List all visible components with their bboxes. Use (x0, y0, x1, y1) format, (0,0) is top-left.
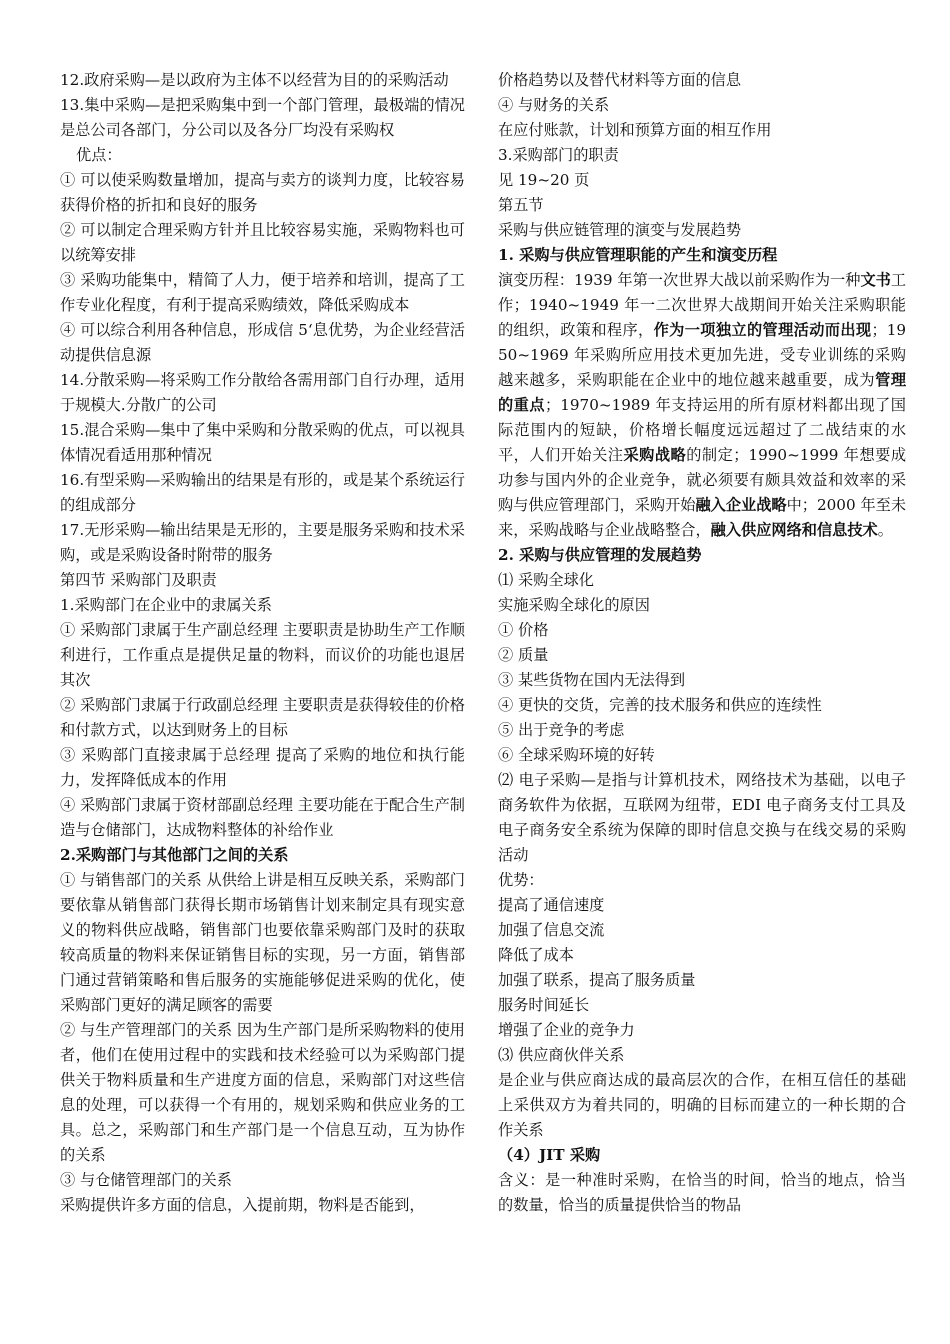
text-run: 工作；1940~1949 年一二次世界大战期间开始关注采购职能的组织，政策和程序， (498, 271, 907, 339)
right-paragraph: 是企业与供应商达成的最高层次的合作，在相互信任的基础上采供双方为着共同的，明确的目标而建立的一种长期的合作关系 (498, 1071, 906, 1139)
right-column (498, 68, 906, 1218)
bold-text: 采购战略 (623, 446, 687, 464)
right-paragraph: 实施采购全球化的原因 (498, 596, 650, 614)
right-paragraph: ⑶ 供应商伙伴关系 (498, 1046, 625, 1064)
left-paragraph: 16.有型采购—采购输出的结果是有形的，或是某个系统运行的组成部分 (60, 471, 465, 514)
left-paragraph: ① 与销售部门的关系 从供给上讲是相互反映关系，采购部门要依靠从销售部门获得长期市场销售计划来制定具有现实意义的物料供应战略，销售部门也要依靠采购部门及时的获取较高质量的物料来保证销售目标的实现，另一方面，销售部门通过营销策略和售后服务的实施能够促进采购的优化，使采购部门更好的满足顾客的需要 (60, 871, 465, 1014)
left-paragraph: 优点： (76, 146, 122, 164)
text-run: 的制定；1990~1999 年想要成功参与国内外的企业竞争，就必须要有颇具效益和效率的采购与供应管理部门，采购开始 (498, 446, 907, 514)
left-paragraph: ① 可以使采购数量增加，提高与卖方的谈判力度，比较容易获得价格的折扣和良好的服务 (60, 171, 465, 214)
right-paragraph (498, 268, 906, 543)
left-paragraph: 采购提供许多方面的信息，入提前期，物料是否能到， (60, 1196, 425, 1214)
left-column (60, 68, 465, 1218)
right-paragraph: 服务时间延长 (498, 996, 590, 1014)
right-paragraph: 在应付账款，计划和预算方面的相互作用 (498, 121, 772, 139)
left-paragraph: 14.分散采购—将采购工作分散给各需用部门自行办理，适用于规模大.分散广的公司 (60, 371, 465, 414)
right-paragraph: 1. 采购与供应管理职能的产生和演变历程 (498, 246, 778, 264)
right-paragraph: ④ 更快的交货，完善的技术服务和供应的连续性 (498, 696, 822, 714)
bold-text: 融入供应网络和信息技术 (710, 521, 878, 539)
right-paragraph: （4）JIT 采购 (498, 1146, 601, 1164)
bold-text: 融入企业战略 (695, 496, 787, 514)
left-paragraph: 13.集中采购—是把采购集中到一个部门管理，最极端的情况是总公司各部门，分公司以及各分厂均没有采购权 (60, 96, 465, 139)
right-paragraph: 价格趋势以及替代材料等方面的信息 (498, 71, 741, 89)
left-paragraph: 第四节 采购部门及职责 (60, 571, 217, 589)
right-paragraph: 降低了成本 (498, 946, 574, 964)
text-run: 中；2000 年至未来，采购战略与企业战略整合， (498, 496, 907, 539)
right-paragraph: ⑥ 全球采购环境的好转 (498, 746, 655, 764)
left-paragraph: ③ 采购部门直接隶属于总经理 提高了采购的地位和执行能力，发挥降低成本的作用 (60, 746, 465, 789)
text-run: ；1970~1989 年支持运用的所有原材料都出现了国际范围内的短缺，价格增长幅度远远超过了二战结束的水平，人们开始关注 (498, 396, 906, 464)
right-paragraph: 提高了通信速度 (498, 896, 605, 914)
left-paragraph: 2.采购部门与其他部门之间的关系 (60, 846, 289, 864)
bold-text: 文书 (860, 271, 891, 289)
right-paragraph: 2. 采购与供应管理的发展趋势 (498, 546, 702, 564)
right-paragraph: 采购与供应链管理的演变与发展趋势 (498, 221, 741, 239)
left-paragraph: ④ 可以综合利用各种信息，形成信 5‘息优势，为企业经营活动提供信息源 (60, 321, 465, 364)
left-paragraph: ③ 采购功能集中，精简了人力，便于培养和培训，提高了工作专业化程度，有利于提高采购绩效，降低采购成本 (60, 271, 465, 314)
left-paragraph: ③ 与仓储管理部门的关系 (60, 1171, 232, 1189)
left-paragraph: ② 采购部门隶属于行政副总经理 主要职责是获得较佳的价格和付款方式，以达到财务上的目标 (60, 696, 465, 739)
bold-text: 作为一项独立的管理活动而出现 (653, 321, 872, 339)
right-paragraph: ⑤ 出于竞争的考虑 (498, 721, 625, 739)
left-paragraph: ① 采购部门隶属于生产副总经理 主要职责是协助生产工作顺利进行，工作重点是提供足量的物料，而议价的功能也退居其次 (60, 621, 465, 689)
right-paragraph: 第五节 (498, 196, 544, 214)
text-run: 演变历程：1939 年第一次世界大战以前采购作为一种 (498, 271, 861, 289)
left-paragraph: 17.无形采购—输出结果是无形的，主要是服务采购和技术采购，或是采购设备时附带的服务 (60, 521, 465, 564)
left-paragraph: ② 与生产管理部门的关系 因为生产部门是所采购物料的使用者，他们在使用过程中的实践和技术经验可以为采购部门提供关于物料质量和生产进度方面的信息，采购部门对这些信息的处理，可以获得一个有用的，规划采购和供应业务的工具。总之，采购部门和生产部门是一个信息互动，互为协作的关系 (60, 1021, 465, 1164)
right-paragraph: 优势： (498, 871, 544, 889)
right-paragraph: ① 价格 (498, 621, 549, 639)
right-paragraph: 含义：是一种准时采购，在恰当的时间，恰当的地点，恰当的数量，恰当的质量提供恰当的物品 (498, 1171, 906, 1214)
left-paragraph: ② 可以制定合理采购方针并且比较容易实施，采购物料也可以统筹安排 (60, 221, 465, 264)
right-paragraph: 加强了信息交流 (498, 921, 605, 939)
right-paragraph: ⑵ 电子采购—是指与计算机技术，网络技术为基础，以电子商务软件为依据，互联网为纽带，EDI 电子商务支付工具及电子商务安全系统为保障的即时信息交换与在线交易的采购活动 (498, 771, 906, 864)
right-paragraph: 3.采购部门的职责 (498, 146, 619, 164)
left-paragraph: 12.政府采购—是以政府为主体不以经营为目的的采购活动 (60, 71, 449, 89)
bold-text: 管理的重点 (498, 371, 907, 414)
left-paragraph: 15.混合采购—集中了集中采购和分散采购的优点，可以视具体情况看适用那种情况 (60, 421, 465, 464)
left-paragraph: 1.采购部门在企业中的隶属关系 (60, 596, 272, 614)
right-paragraph: 见 19~20 页 (498, 171, 590, 189)
right-paragraph: ③ 某些货物在国内无法得到 (498, 671, 686, 689)
right-paragraph: ⑴ 采购全球化 (498, 571, 594, 589)
right-paragraph: ② 质量 (498, 646, 549, 664)
right-paragraph: ④ 与财务的关系 (498, 96, 610, 114)
text-run: 。 (877, 521, 893, 539)
right-paragraph: 加强了联系，提高了服务质量 (498, 971, 696, 989)
text-run: ；1950~1969 年采购所应用技术更加先进，受专业训练的采购越来越多，采购职能在企业中的地位越来越重要，成为 (498, 321, 907, 389)
right-paragraph: 增强了企业的竞争力 (498, 1021, 635, 1039)
left-paragraph: ④ 采购部门隶属于资材部副总经理 主要功能在于配合生产制造与仓储部门，达成物料整体的补给作业 (60, 796, 465, 839)
